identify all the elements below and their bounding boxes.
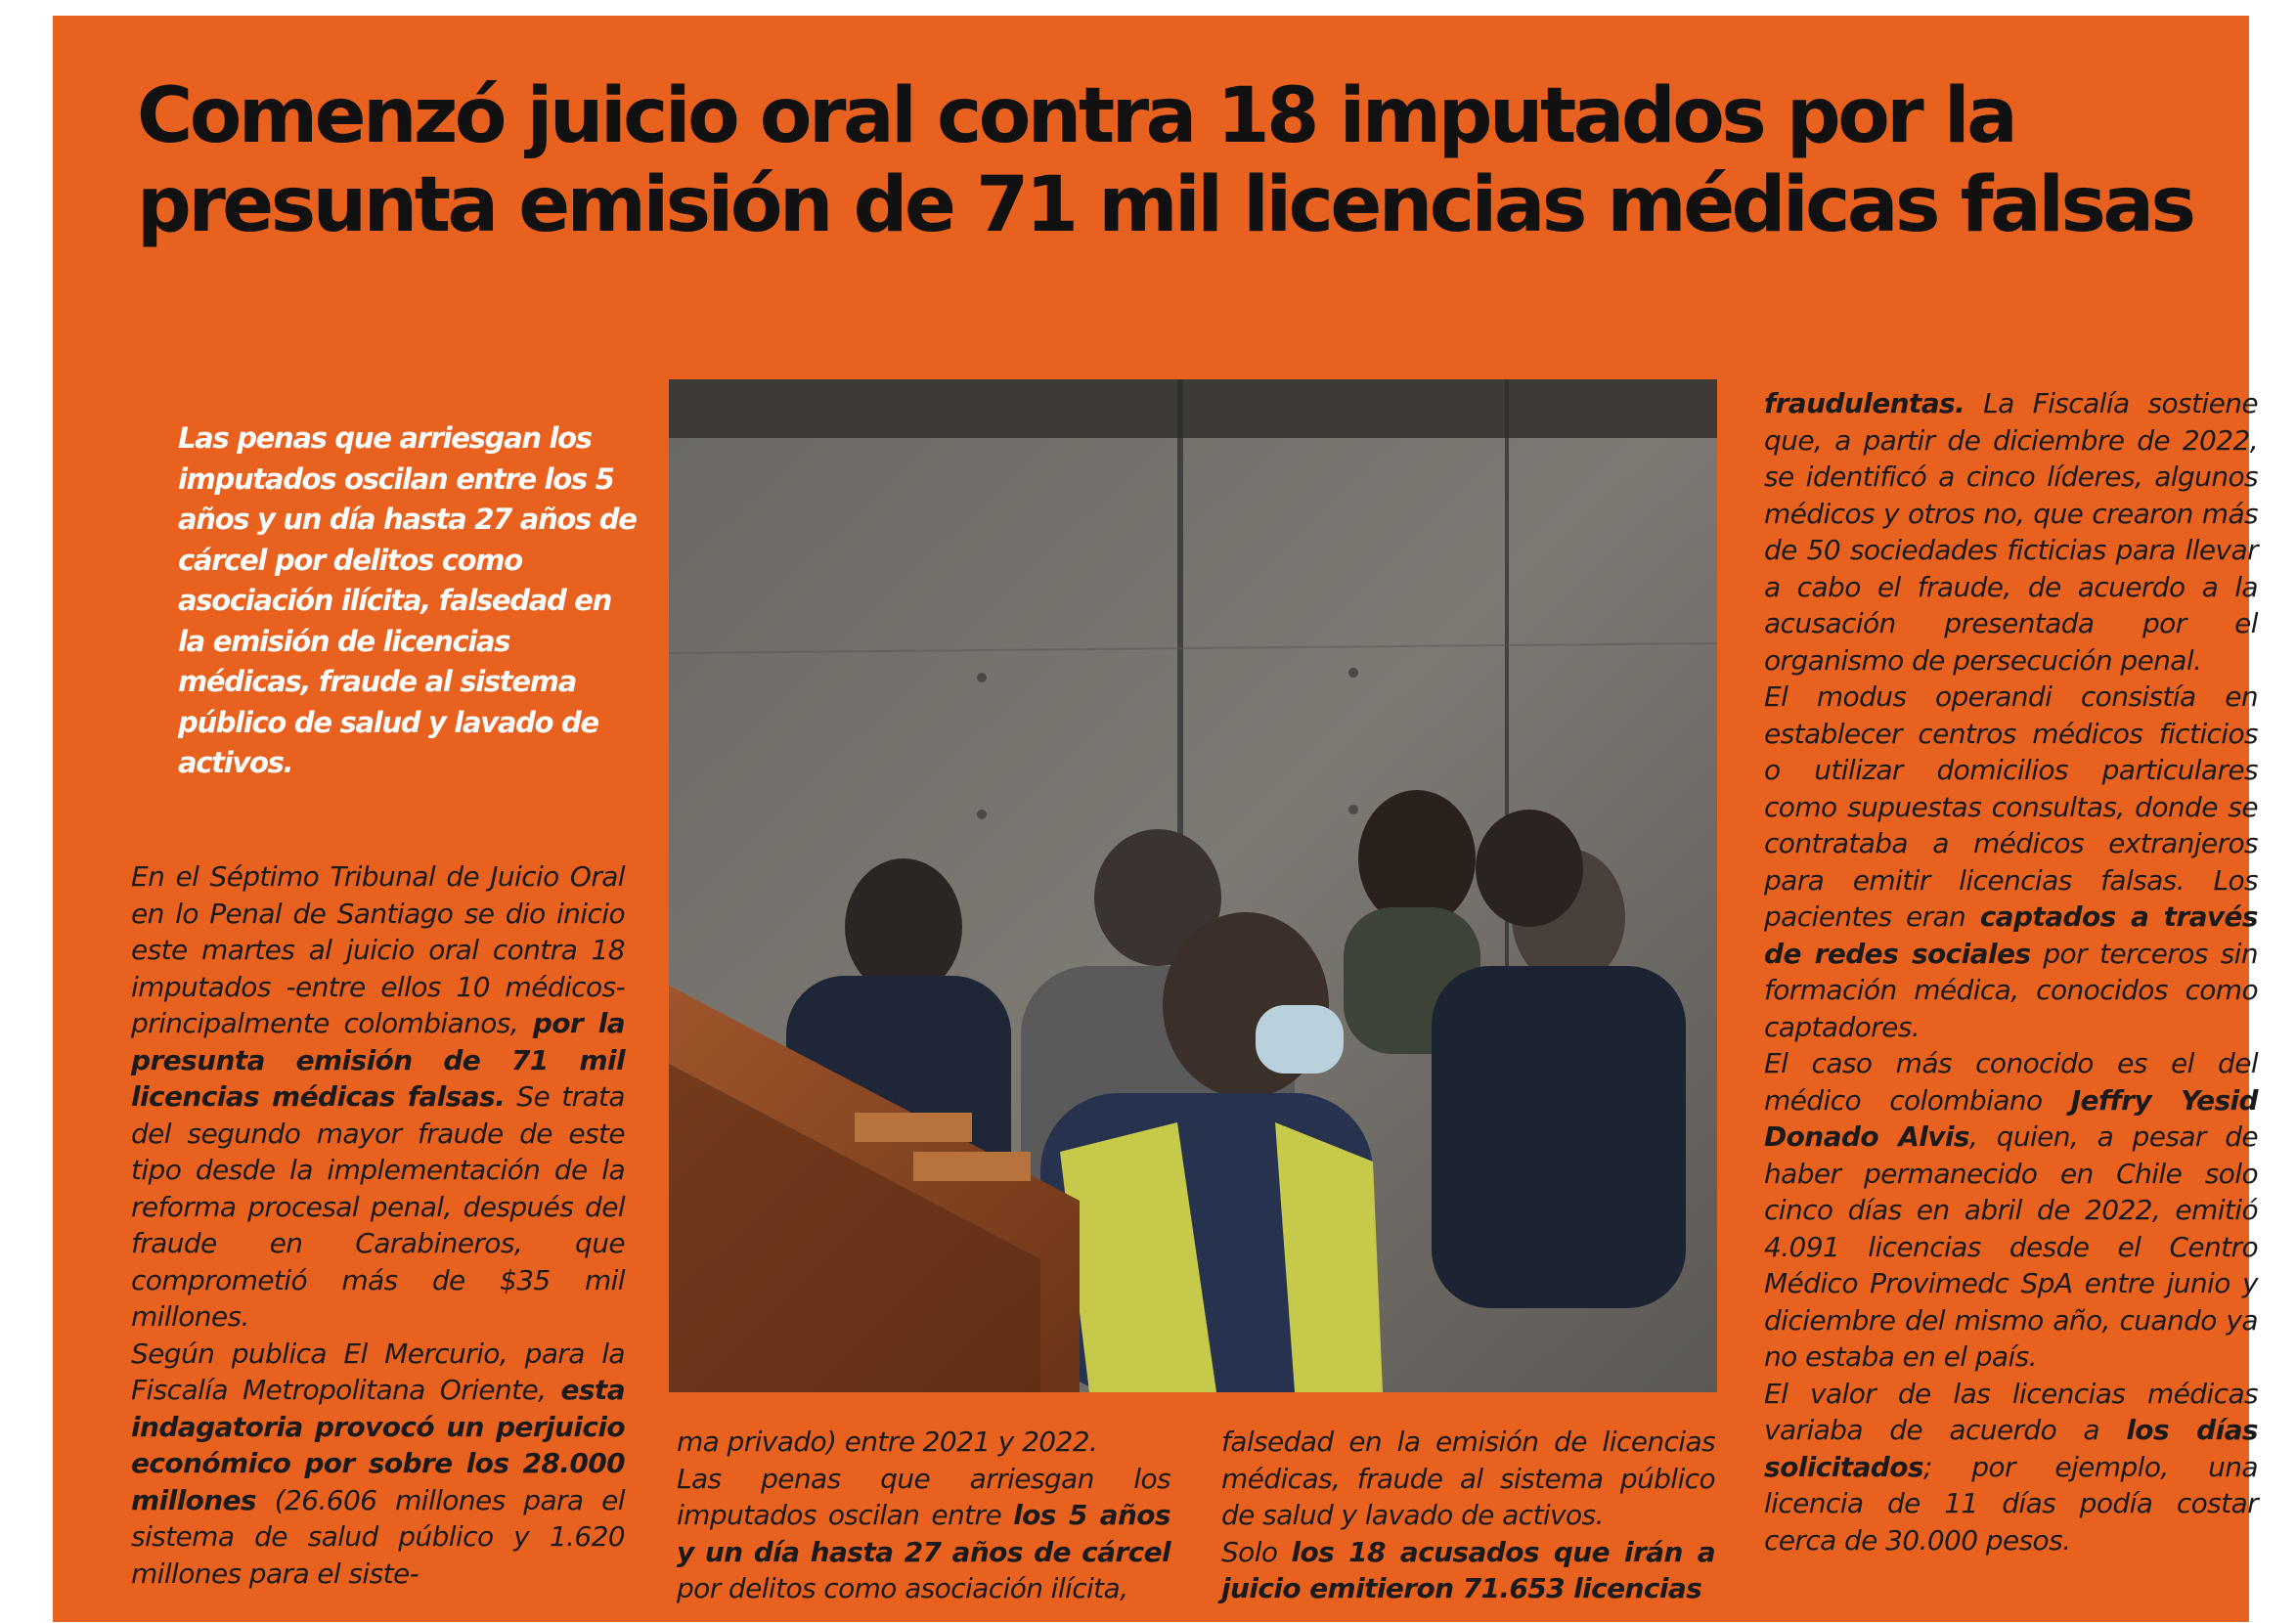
lead-paragraph: Las penas que arriesgan los imputados oscilan entre los 5 años y un día hasta 27 años de cárcel por delitos como asociación ilícita, falsedad en la emisión de licencias médicas, fraude al sistema público de salud y lavado de activos. — [178, 421, 637, 779]
body-paragraph: En el Séptimo Tribunal de Juicio Oral en lo Penal de Santiago se dio inicio este martes al juicio oral contra 18 imputados -entre ellos 10 médicos- principalmente colombianos, por la presunta emisión de 71 mil licencias médicas falsas. Se trata del segundo mayor fraude de este tipo desde la implementación de la reforma procesal penal, después del fraude en Carabineros, que comprometió más de $35 mil millones. — [131, 860, 625, 1333]
body-paragraph: fraudulentas. La Fiscalía sostiene que, a partir de diciembre de 2022, se identificó a cinco líderes, algunos médicos y otros no, que crearon más de 50 sociedades ficticias para llevar a cabo el fraude, de acuerdo a la acusación presentada por el organismo de persecución penal. — [1764, 387, 2258, 677]
body-column-4 — [1764, 385, 2258, 1558]
courtroom-photo — [669, 379, 1717, 1392]
body-column-1 — [131, 858, 625, 1592]
body-paragraph: El modus operandi consistía en establecer centros médicos ficticios o utilizar domicilios particulares como supuestas consultas, donde se contrataba a médicos extranjeros para emitir licencias falsas. Los pacientes eran captados a través de redes sociales por terceros sin formación médica, conocidos como captadores. — [1764, 680, 2258, 1043]
body-paragraph: Solo los 18 acusados que irán a juicio emitieron 71.653 licencias — [1221, 1535, 1715, 1604]
body-paragraph: Según publica El Mercurio, para la Fiscalía Metropolitana Oriente, esta indagatoria provocó un perjuicio económico por sobre los 28.000 millones (26.606 millones para el sistema de salud público y 1.620 millones para el siste- — [131, 1337, 625, 1590]
body-column-2 — [677, 1424, 1170, 1607]
body-paragraph: falsedad en la emisión de licencias médicas, fraude al sistema público de salud y lavado de activos. — [1221, 1426, 1715, 1531]
body-paragraph: El valor de las licencias médicas variaba de acuerdo a los días solicitados; por ejemplo, una licencia de 11 días podía costar cerca de 30.000 pesos. — [1764, 1377, 2258, 1557]
headline: Comenzó juicio oral contra 18 imputados por la presunta emisión de 71 mil licencias médicas falsas — [137, 72, 2193, 249]
body-column-3 — [1221, 1424, 1715, 1607]
article-page — [53, 16, 2258, 1622]
body-paragraph: Las penas que arriesgan los imputados oscilan entre los 5 años y un día hasta 27 años de cárcel por delitos como asociación ilícita, — [677, 1462, 1170, 1604]
body-paragraph: ma privado) entre 2021 y 2022. — [677, 1426, 1098, 1458]
body-paragraph: El caso más conocido es el del médico colombiano Jeffry Yesid Donado Alvis, quien, a pesar de haber permanecido en Chile solo cinco días en abril de 2022, emitió 4.091 licencias desde el Centro Médico Provimedc SpA entre junio y diciembre del mismo año, cuando ya no estaba en el país. — [1764, 1047, 2258, 1373]
